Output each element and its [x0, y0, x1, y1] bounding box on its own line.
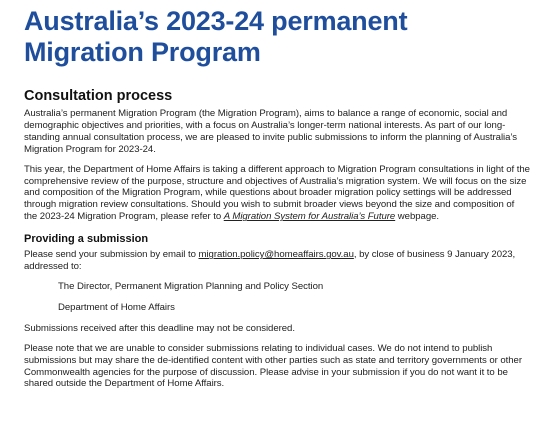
- privacy-note: Please note that we are unable to consider submissions relating to individual cases. We do not intend to publish submissions but may share the de-identified content with other parties such as state and territory governments or other Commonwealth agencies for the purpose of discussion. Please advise in your submission if you do not want it to be shared outside the Department of Home Affairs.: [24, 342, 522, 390]
- consultation-paragraph-1: Australia’s permanent Migration Program (the Migration Program), aims to balance a range of economic, social and demographic objectives and priorities, with a focus on Australia’s longer-term national interests. As part of our long-standing annual consultation process, we are pleased to invite public submissions to inform the planning of Australia’s Migration Program for 2023-24.: [24, 108, 518, 155]
- consultation-paragraph-2-text: This year, the Department of Home Affairs is taking a different approach to Migration Program consultations in light of the comprehensive review of the purpose, structure and objectives of Australia’s migration system. We will focus on the size and composition of the Migration Program, while questions about broader migration policy settings will be addressed through migration review consultations. Should you wish to submit broader views beyond the size and composition of the 2023-24 Migration Program, please refer to: [24, 163, 530, 223]
- address-line-1: The Director, Permanent Migration Planning and Policy Section: [58, 280, 324, 292]
- consultation-paragraph-2: [24, 164, 530, 224]
- address-line-2: Department of Home Affairs: [58, 301, 175, 313]
- consultation-process-heading: Consultation process: [24, 88, 173, 104]
- page-title: [24, 6, 530, 68]
- page-title-line-2: Migration Program: [24, 37, 261, 67]
- page-title-line-1: Australia’s 2023-24 permanent: [24, 6, 408, 36]
- migration-system-link[interactable]: A Migration System for Australia’s Future: [223, 211, 396, 223]
- consultation-paragraph-2-tail: webpage.: [395, 211, 440, 223]
- deadline-note: Submissions received after this deadline may not be considered.: [24, 322, 295, 334]
- submission-paragraph-1-tail: , by close of business 9 January 2023, addressed to:: [24, 249, 516, 273]
- email-link[interactable]: migration.policy@homeaffairs.gov.au: [198, 249, 354, 261]
- submission-paragraph-1: [24, 249, 530, 273]
- submission-paragraph-1-text: Please send your submission by email to: [24, 249, 199, 261]
- document-page: [24, 6, 530, 398]
- providing-submission-heading: Providing a submission: [24, 233, 149, 246]
